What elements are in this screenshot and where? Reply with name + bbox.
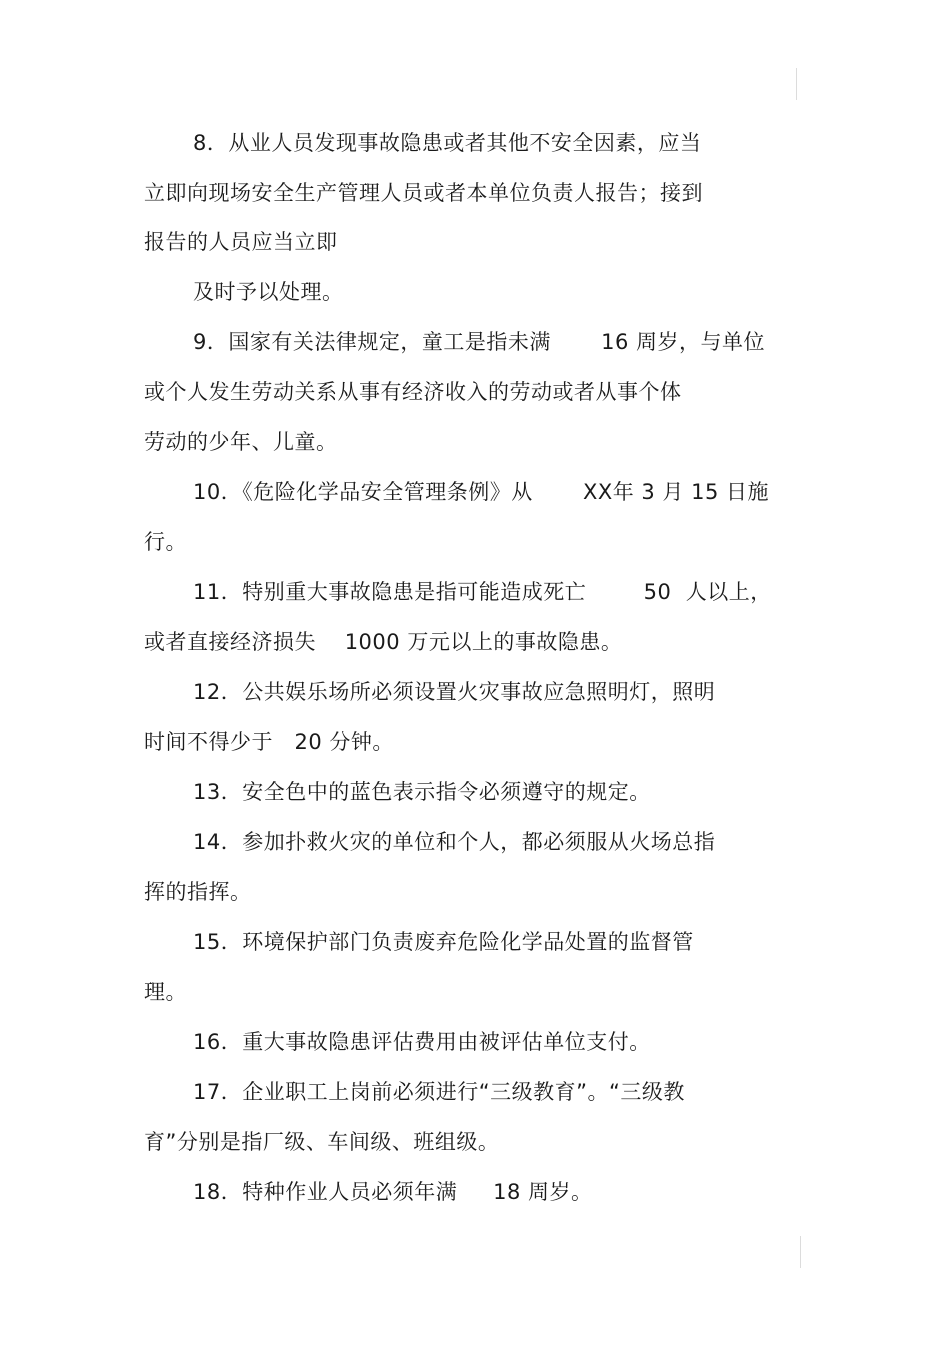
page-margin-mark-top: [796, 68, 797, 100]
text-line: 8．从业人员发现事故隐患或者其他不安全因素，应当: [193, 131, 702, 155]
text-line: 育”分别是指厂级、车间级、班组级。: [144, 1130, 500, 1154]
text-line: 理。: [144, 980, 187, 1004]
text-line: 或个人发生劳动关系从事有经济收入的劳动或者从事个体: [144, 380, 682, 404]
text-line: 14．参加扑救火灾的单位和个人，都必须服从火场总指: [193, 830, 716, 854]
text-line: 13．安全色中的蓝色表示指令必须遵守的规定。: [193, 780, 651, 804]
text-line: 报告的人员应当立即: [144, 230, 338, 254]
text-line: 15．环境保护部门负责废弃危险化学品处置的监督管: [193, 930, 694, 954]
text-line: 18．特种作业人员必须年满 18 周岁。: [193, 1180, 593, 1204]
text-line: 16．重大事故隐患评估费用由被评估单位支付。: [193, 1030, 651, 1054]
text-line: 劳动的少年、儿童。: [144, 430, 338, 454]
text-line: 行。: [144, 530, 187, 554]
text-line: 立即向现场安全生产管理人员或者本单位负责人报告；接到: [144, 181, 703, 205]
text-line: 17．企业职工上岗前必须进行“三级教育”。“三级教: [193, 1080, 685, 1104]
text-line: 挥的指挥。: [144, 880, 252, 904]
text-line: 或者直接经济损失 1000 万元以上的事故隐患。: [144, 630, 623, 654]
page-margin-mark-bottom: [800, 1236, 801, 1268]
text-line: 12．公共娱乐场所必须设置火灾事故应急照明灯，照明: [193, 680, 716, 704]
text-line: 时间不得少于 20 分钟。: [144, 730, 394, 754]
text-line: 10．《危险化学品安全管理条例》从 XX年 3 月 15 日施: [193, 480, 770, 504]
text-line: 及时予以处理。: [193, 280, 344, 304]
text-line: 9．国家有关法律规定，童工是指未满 16 周岁，与单位: [193, 330, 765, 354]
text-line: 11．特别重大事故隐患是指可能造成死亡 50 人以上，: [193, 580, 772, 604]
